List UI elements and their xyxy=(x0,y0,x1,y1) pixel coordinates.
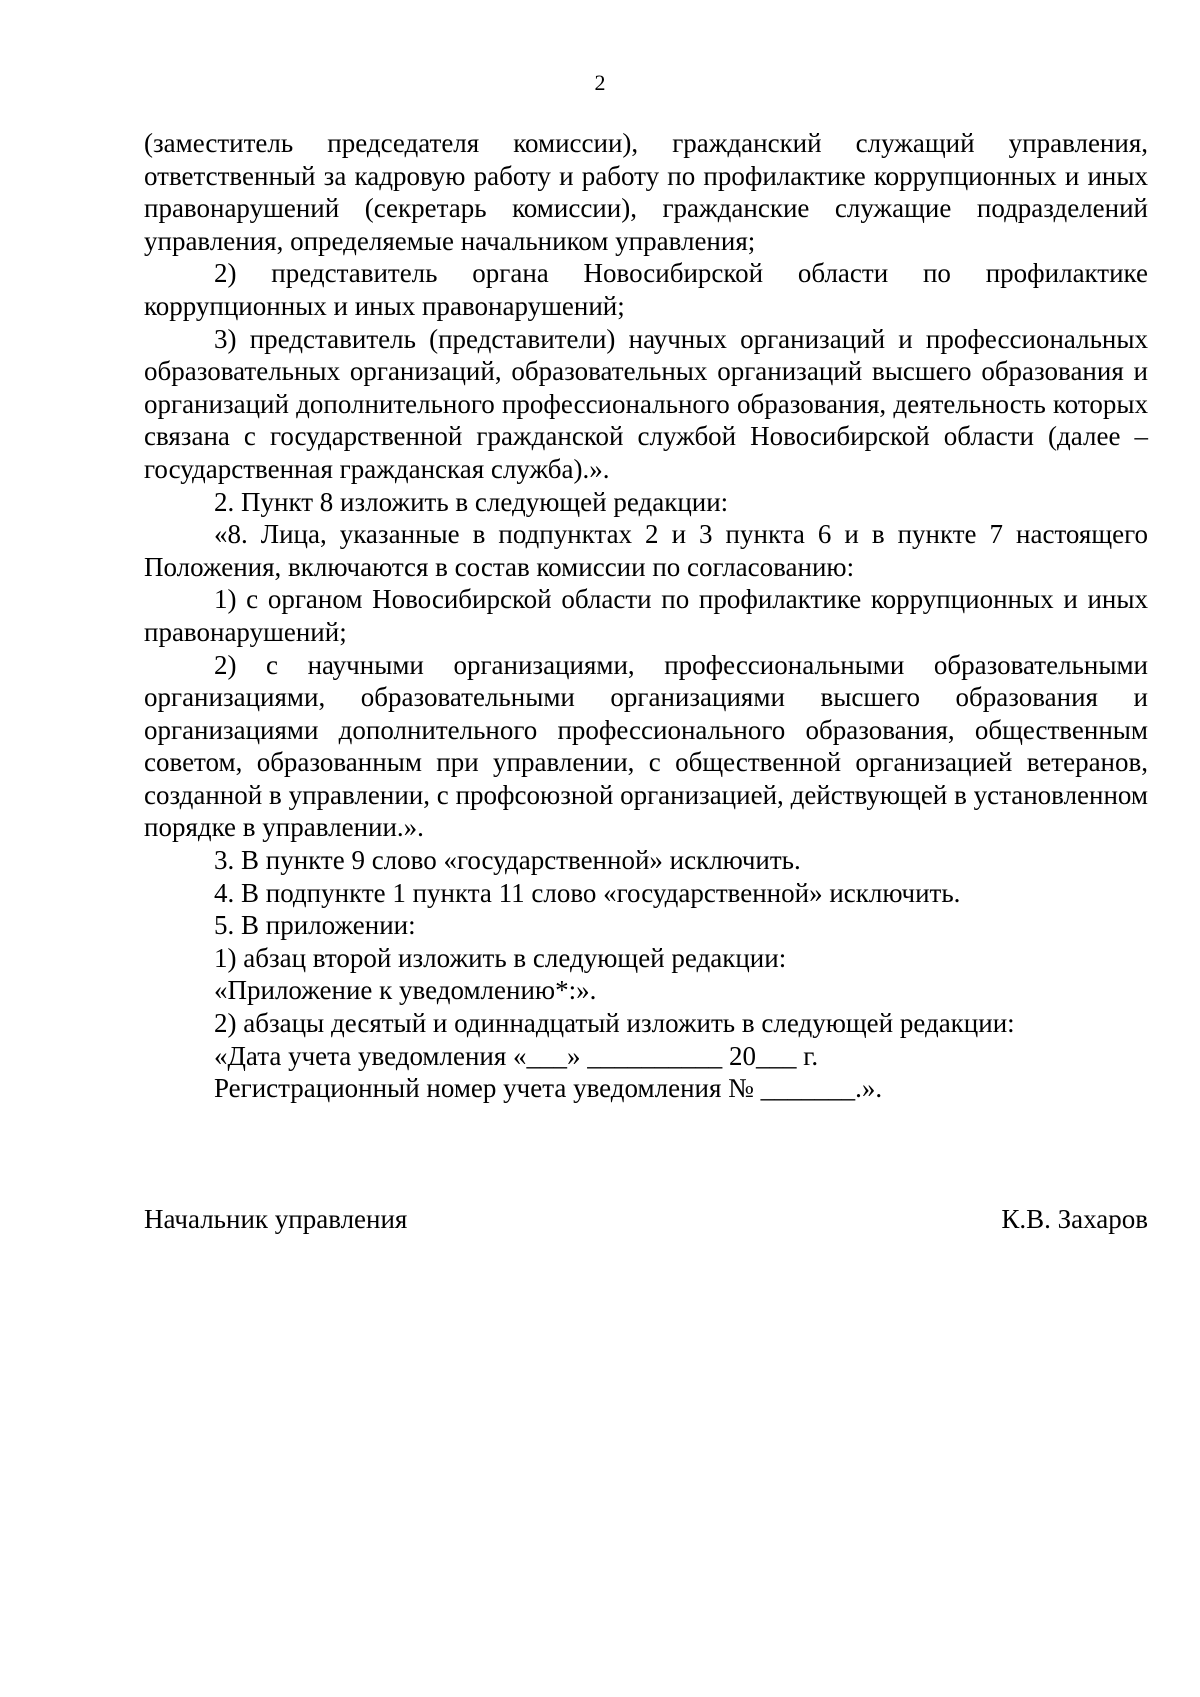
document-body xyxy=(144,127,1148,1105)
signatory-name: К.В. Захаров xyxy=(1001,1204,1148,1234)
paragraph-point-5-item-2: 2) абзацы десятый и одиннадцатый изложить в следующей редакции: xyxy=(214,1008,1015,1039)
paragraph-point-4: 4. В подпункте 1 пункта 11 слово «государственной» исключить. xyxy=(214,877,961,908)
paragraph-point-8-text: «8. Лица, указанные в подпунктах 2 и 3 пункта 6 и в пункте 7 настоящего Положения, включаются в состав комиссии по согласованию: xyxy=(144,519,1148,582)
paragraph-point-5: 5. В приложении: xyxy=(214,910,416,941)
paragraph-point-8-item-1: 1) с органом Новосибирской области по профилактике коррупционных и иных правонарушений; xyxy=(144,584,1148,647)
paragraph-attachment-caption: «Приложение к уведомлению*:». xyxy=(214,975,597,1006)
paragraph-point-8-item-2: 2) с научными организациями, профессиональными образовательными организациями, образовательными организациями высшего образования и организациями дополнительного профессионального образования, общественным советом, образованным при управлении, с общественной организацией ветеранов, созданной в управлении, с профсоюзной организацией, действующей в установленном порядке в управлении.». xyxy=(144,649,1148,843)
paragraph-notification-date: «Дата учета уведомления «___» __________ 20___ г. xyxy=(214,1040,819,1071)
paragraph-registration-number: Регистрационный номер учета уведомления № _______.». xyxy=(214,1073,883,1104)
paragraph-point-3: 3. В пункте 9 слово «государственной» исключить. xyxy=(214,845,801,876)
signatory-position: Начальник управления xyxy=(144,1204,408,1234)
paragraph-item-3-representatives: 3) представитель (представители) научных организаций и профессиональных образовательных организаций, образовательных организаций высшего образования и организаций дополнительного профессионального образования, деятельность которых связана с государственной гражданской службой Новосибирской области (далее – государственная гражданская служба).». xyxy=(144,323,1148,484)
paragraph-commission-composition-continued: (заместитель председателя комиссии), гражданский служащий управления, ответственный за кадровую работу и работу по профилактике коррупционных и иных правонарушений (секретарь комиссии), гражданские служащие подразделений управления, определяемые начальником управления; xyxy=(144,128,1148,256)
paragraph-point-5-item-1: 1) абзац второй изложить в следующей редакции: xyxy=(214,942,787,973)
page-number: 2 xyxy=(594,70,606,95)
paragraph-item-2-representative: 2) представитель органа Новосибирской области по профилактике коррупционных и иных правонарушений; xyxy=(144,258,1148,321)
signature-block xyxy=(144,1203,1148,1236)
paragraph-point-2: 2. Пункт 8 изложить в следующей редакции: xyxy=(214,486,729,517)
